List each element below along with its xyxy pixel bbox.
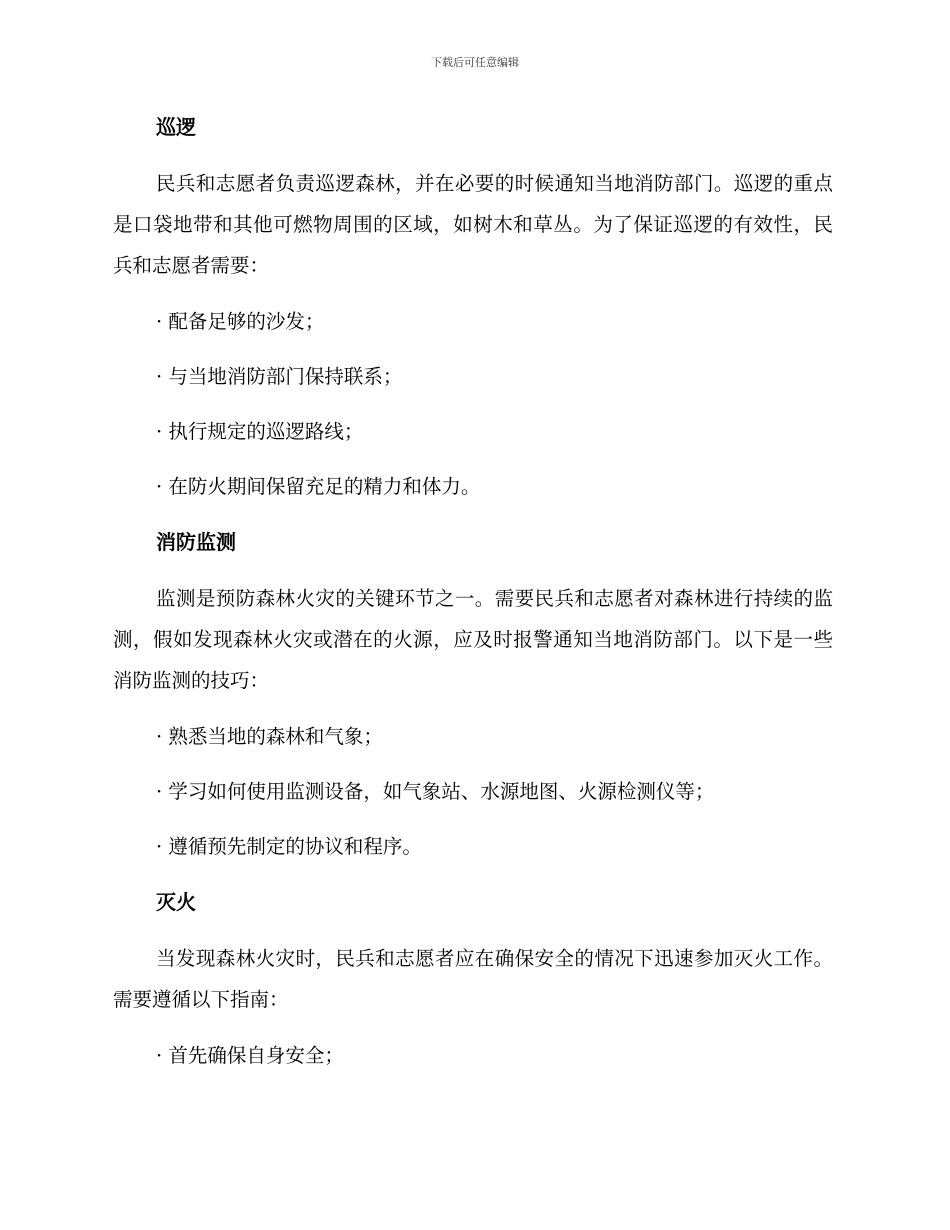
list-item: · 学习如何使用监测设备，如气象站、水源地图、火源检测仪等；	[156, 780, 715, 803]
section-patrol	[113, 108, 833, 506]
section-paragraph: 监测是预防森林火灾的关键环节之一。需要民兵和志愿者对森林进行持续的监测，假如发现森林火灾或潜在的火源，应及时报警通知当地消防部门。以下是一些消防监测的技巧：	[113, 587, 833, 692]
page-header: 下载后可任意编辑	[431, 56, 519, 69]
section-heading: 消防监测	[156, 530, 236, 554]
section-heading: 灭火	[156, 890, 196, 914]
list-item: · 与当地消防部门保持联系；	[156, 365, 403, 388]
list-item: · 熟悉当地的森林和气象；	[156, 725, 383, 748]
section-fire-monitoring	[113, 523, 833, 866]
section-paragraph: 民兵和志愿者负责巡逻森林，并在必要的时候通知当地消防部门。巡逻的重点是口袋地带和其他可燃物周围的区域，如树木和草丛。为了保证巡逻的有效性，民兵和志愿者需要：	[113, 172, 833, 277]
section-heading: 巡逻	[156, 115, 196, 139]
list-item: · 遵循预先制定的协议和程序。	[156, 835, 422, 858]
section-firefighting	[113, 883, 833, 1075]
section-paragraph: 当发现森林火灾时，民兵和志愿者应在确保安全的情况下迅速参加灭火工作。需要遵循以下指南：	[113, 947, 833, 1011]
list-item: · 配备足够的沙发；	[156, 310, 325, 333]
list-item: · 在防火期间保留充足的精力和体力。	[156, 475, 481, 498]
list-item: · 执行规定的巡逻路线；	[156, 420, 364, 443]
document-body	[113, 108, 833, 1092]
list-item: · 首先确保自身安全；	[156, 1044, 344, 1067]
